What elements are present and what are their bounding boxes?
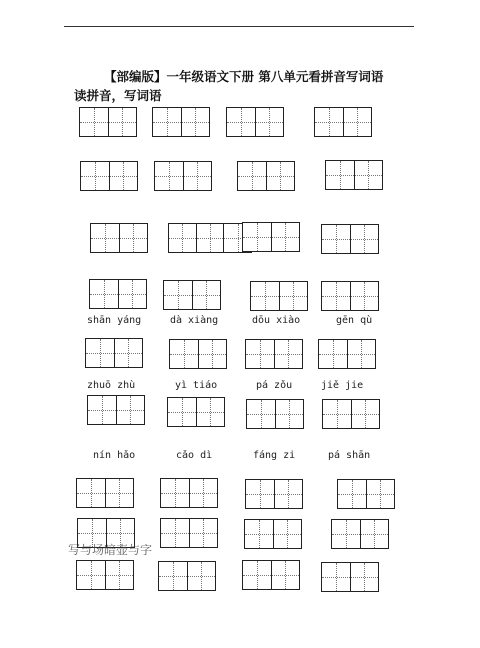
writing-grid bbox=[321, 562, 379, 592]
writing-grid bbox=[318, 339, 376, 369]
pinyin-label: gēn qù bbox=[336, 315, 373, 326]
pinyin-label: zhuō zhù bbox=[87, 380, 136, 391]
top-rule bbox=[64, 26, 414, 27]
writing-grid bbox=[167, 397, 225, 427]
writing-grid bbox=[242, 222, 300, 252]
writing-grid bbox=[79, 107, 137, 137]
writing-grid bbox=[314, 107, 372, 137]
writing-grid bbox=[244, 519, 302, 549]
writing-grid bbox=[250, 281, 308, 311]
writing-grid bbox=[90, 223, 148, 253]
writing-grid bbox=[321, 281, 379, 311]
writing-grid bbox=[85, 338, 143, 368]
writing-grid bbox=[89, 279, 147, 309]
writing-grid bbox=[245, 479, 303, 509]
page-title: 【部编版】一年级语文下册 第八单元看拼音写词语 bbox=[104, 69, 384, 84]
writing-grid bbox=[160, 478, 218, 508]
writing-grid bbox=[163, 280, 221, 310]
pinyin-label: shān yáng bbox=[87, 315, 142, 326]
pinyin-label: dà xiàng bbox=[170, 315, 219, 326]
writing-grid bbox=[246, 399, 304, 429]
writing-grid bbox=[80, 161, 138, 191]
pinyin-label: cǎo dì bbox=[176, 450, 213, 461]
writing-grid bbox=[154, 161, 212, 191]
writing-grid bbox=[322, 399, 380, 429]
pinyin-label: pá shān bbox=[328, 450, 371, 461]
instruction-text: 读拼音，写词语 bbox=[74, 88, 162, 103]
faded-section-heading: 写与场暗壶与字 bbox=[68, 543, 153, 557]
writing-grid bbox=[169, 339, 227, 369]
pinyin-label: jiě jie bbox=[321, 380, 364, 391]
writing-grid bbox=[242, 560, 300, 590]
writing-grid bbox=[76, 560, 134, 590]
writing-grid bbox=[337, 479, 395, 509]
writing-grid bbox=[325, 160, 383, 190]
pinyin-label: fáng zi bbox=[253, 450, 296, 461]
writing-grid bbox=[331, 519, 389, 549]
writing-grid bbox=[76, 478, 134, 508]
pinyin-label: pá zǒu bbox=[256, 380, 293, 391]
writing-grid bbox=[160, 518, 218, 548]
pinyin-label: nín hǎo bbox=[93, 450, 136, 461]
writing-grid bbox=[158, 561, 216, 591]
writing-grid bbox=[245, 339, 303, 369]
pinyin-label: dōu xiào bbox=[252, 315, 301, 326]
writing-grid bbox=[152, 107, 210, 137]
writing-grid bbox=[226, 107, 284, 137]
pinyin-label: yì tiáo bbox=[175, 380, 218, 391]
writing-grid bbox=[168, 223, 252, 253]
writing-grid bbox=[87, 395, 145, 425]
writing-grid bbox=[321, 224, 379, 254]
writing-grid bbox=[237, 161, 295, 191]
